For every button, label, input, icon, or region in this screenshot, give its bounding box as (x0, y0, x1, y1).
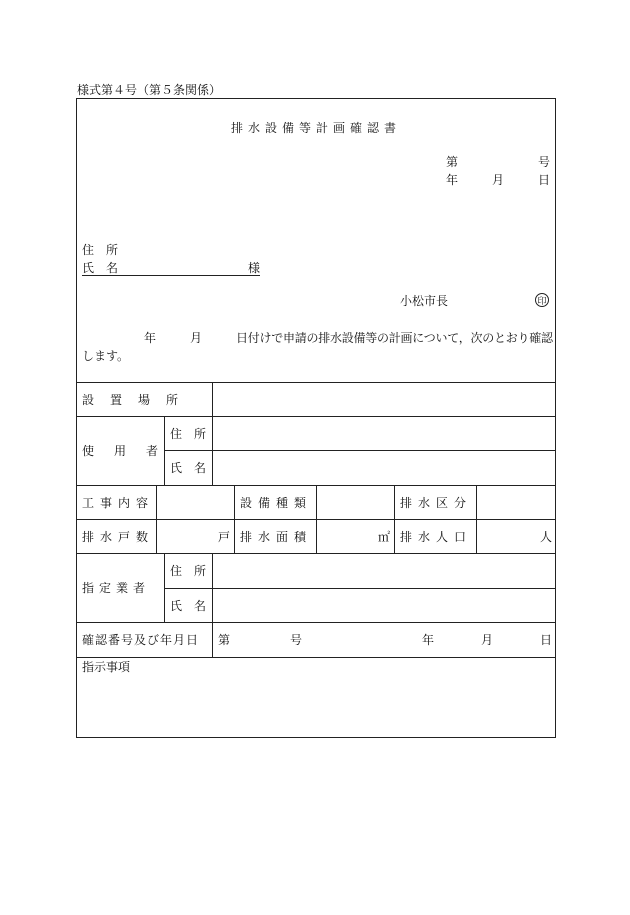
body-month: 月 (190, 331, 203, 345)
addressee-honorific: 様 (248, 261, 261, 275)
confirmation-year: 年 (422, 633, 435, 647)
date-month: 月 (492, 173, 505, 187)
contractor-name-cell[interactable] (214, 588, 554, 622)
drain-population-unit: 人 (540, 529, 553, 544)
addressee-underline (82, 275, 260, 276)
drain-population-label: 排水人口 (400, 529, 473, 544)
confirmation-day: 日 (540, 633, 553, 647)
body-year: 年 (144, 331, 157, 345)
location-label: 設 置 場 所 (82, 392, 181, 407)
column-divider (316, 485, 317, 553)
seal-stamp: 印 (535, 293, 549, 307)
number-go: 号 (538, 155, 551, 169)
contractor-address-label: 住 所 (170, 564, 207, 578)
facility-type-label: 設備種類 (240, 495, 313, 510)
document-title: 排水設備等計画確認書 (230, 121, 401, 135)
contractor-label: 指定業者 (82, 581, 151, 595)
body-text-line1: 日付けで申請の排水設備等の計画について，次のとおり確認 (236, 331, 553, 345)
drain-division-label: 排水区分 (400, 495, 473, 510)
column-divider (476, 485, 477, 553)
facility-type-cell[interactable] (318, 485, 392, 519)
body-text-line2: します。 (82, 349, 130, 363)
households-unit: 戸 (218, 529, 231, 544)
addressee-address-label: 住 所 (82, 243, 119, 257)
drain-area-label: 排水面積 (240, 529, 313, 544)
drain-division-cell[interactable] (478, 485, 554, 519)
column-divider (212, 553, 213, 657)
row-divider (76, 657, 556, 658)
confirmation-month: 月 (481, 633, 494, 647)
instructions-area[interactable] (78, 678, 554, 736)
user-label: 使 用 者 (82, 444, 163, 458)
addressee-name-label: 氏 名 (82, 261, 119, 275)
user-address-cell[interactable] (214, 416, 554, 450)
column-divider (164, 553, 165, 622)
contractor-address-cell[interactable] (214, 553, 554, 588)
location-value-cell[interactable] (214, 382, 554, 416)
confirmation-label: 確認番号及び年月日 (82, 633, 200, 647)
contractor-name-label: 氏 名 (170, 598, 207, 613)
column-divider (156, 485, 157, 553)
date-year: 年 (446, 173, 459, 187)
instructions-label: 指示事項 (82, 660, 131, 674)
confirmation-go: 号 (290, 633, 303, 647)
households-label: 排水戸数 (82, 529, 155, 544)
column-divider (394, 485, 395, 553)
date-day: 日 (538, 173, 551, 187)
confirmation-dai: 第 (218, 633, 231, 647)
work-content-label: 工事内容 (82, 495, 155, 510)
user-name-cell[interactable] (214, 450, 554, 485)
user-name-label: 氏 名 (170, 461, 207, 475)
issuer-name: 小松市長 (400, 294, 449, 308)
work-content-cell[interactable] (158, 485, 232, 519)
column-divider (164, 416, 165, 485)
form-number-label: 様式第４号（第５条関係） (77, 83, 222, 97)
column-divider (234, 485, 235, 553)
drain-area-unit: ㎡ (378, 529, 391, 544)
number-dai: 第 (446, 155, 459, 169)
user-address-label: 住 所 (170, 426, 207, 441)
column-divider (212, 382, 213, 485)
